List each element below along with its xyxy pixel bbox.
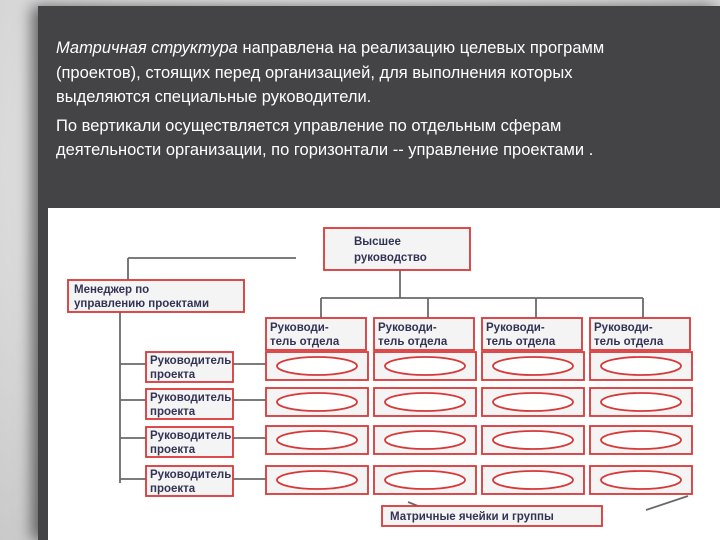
diagram-svg bbox=[48, 208, 720, 540]
dept-head-2 bbox=[374, 318, 474, 350]
dept-head-1-line2: тель отдела bbox=[270, 336, 340, 348]
project-manager-box bbox=[68, 280, 244, 312]
slide-text bbox=[56, 36, 656, 167]
dept-head-3 bbox=[482, 318, 582, 350]
cell-r4-c3-ellipse bbox=[493, 471, 573, 489]
cell-r3-c4-ellipse bbox=[601, 431, 681, 449]
paragraph-matrix-structure bbox=[56, 36, 656, 110]
matrix-structure-diagram bbox=[48, 208, 720, 540]
paragraph-rest: направлена на реализацию целевых программ (проектов), стоящих перед организацией, для выполнения которых выделяются специальные руководители. bbox=[56, 39, 605, 106]
project-head-2-line2: проекта bbox=[150, 406, 196, 418]
manager-label-line2: управлению проектами bbox=[74, 298, 210, 310]
project-head-4-line1: Руководитель bbox=[150, 469, 232, 481]
cell-r3-c2-ellipse bbox=[385, 431, 465, 449]
dept-head-4 bbox=[590, 318, 690, 350]
cell-r1-c3-ellipse bbox=[493, 357, 573, 375]
cell-r1-c2-ellipse bbox=[385, 357, 465, 375]
cell-r2-c2-ellipse bbox=[385, 393, 465, 411]
project-head-3-line2: проекта bbox=[150, 444, 196, 456]
top-management-box bbox=[324, 228, 470, 270]
dept-head-1 bbox=[266, 318, 366, 350]
project-head-3-line1: Руководитель bbox=[150, 430, 232, 442]
manager-label-line1: Менеджер по bbox=[74, 284, 150, 296]
project-head-1-line1: Руководитель bbox=[150, 355, 232, 367]
dept-head-2-line1: Руководи- bbox=[378, 322, 437, 334]
caption-label: Матричные ячейки и группы bbox=[390, 511, 554, 523]
term-matrix-structure: Матричная структура bbox=[56, 39, 238, 57]
dept-head-1-line1: Руководи- bbox=[270, 322, 329, 334]
cells-caption bbox=[382, 496, 688, 526]
project-head-3 bbox=[146, 427, 233, 457]
project-head-1 bbox=[146, 352, 233, 382]
cell-r2-c3-ellipse bbox=[493, 393, 573, 411]
dept-head-3-line2: тель отдела bbox=[486, 336, 556, 348]
project-head-1-line2: проекта bbox=[150, 369, 196, 381]
pointer-right bbox=[646, 496, 688, 510]
cell-r4-c1-ellipse bbox=[277, 471, 357, 489]
cell-r2-c1-ellipse bbox=[277, 393, 357, 411]
project-head-4-line2: проекта bbox=[150, 483, 196, 495]
cell-r3-c1-ellipse bbox=[277, 431, 357, 449]
cell-r2-c4-ellipse bbox=[601, 393, 681, 411]
cell-r3-c3-ellipse bbox=[493, 431, 573, 449]
dept-head-4-line2: тель отдела bbox=[594, 336, 664, 348]
project-head-2 bbox=[146, 389, 233, 419]
top-label-line1: Высшее bbox=[354, 236, 401, 248]
project-head-4 bbox=[146, 466, 233, 496]
dept-head-4-line1: Руководи- bbox=[594, 322, 653, 334]
project-head-2-line1: Руководитель bbox=[150, 392, 232, 404]
cell-r4-c4-ellipse bbox=[601, 471, 681, 489]
paragraph-vertical-horizontal: По вертикали осуществляется управление по отдельным сферам деятельности организации, по горизонтали -- управление проектами . bbox=[56, 116, 594, 159]
matrix-cells bbox=[266, 352, 692, 494]
cell-r1-c1-ellipse bbox=[277, 357, 357, 375]
cell-r4-c2-ellipse bbox=[385, 471, 465, 489]
cell-r1-c4-ellipse bbox=[601, 357, 681, 375]
dept-head-2-line2: тель отдела bbox=[378, 336, 448, 348]
top-label-line2: руководство bbox=[354, 252, 427, 264]
dept-head-3-line1: Руководи- bbox=[486, 322, 545, 334]
